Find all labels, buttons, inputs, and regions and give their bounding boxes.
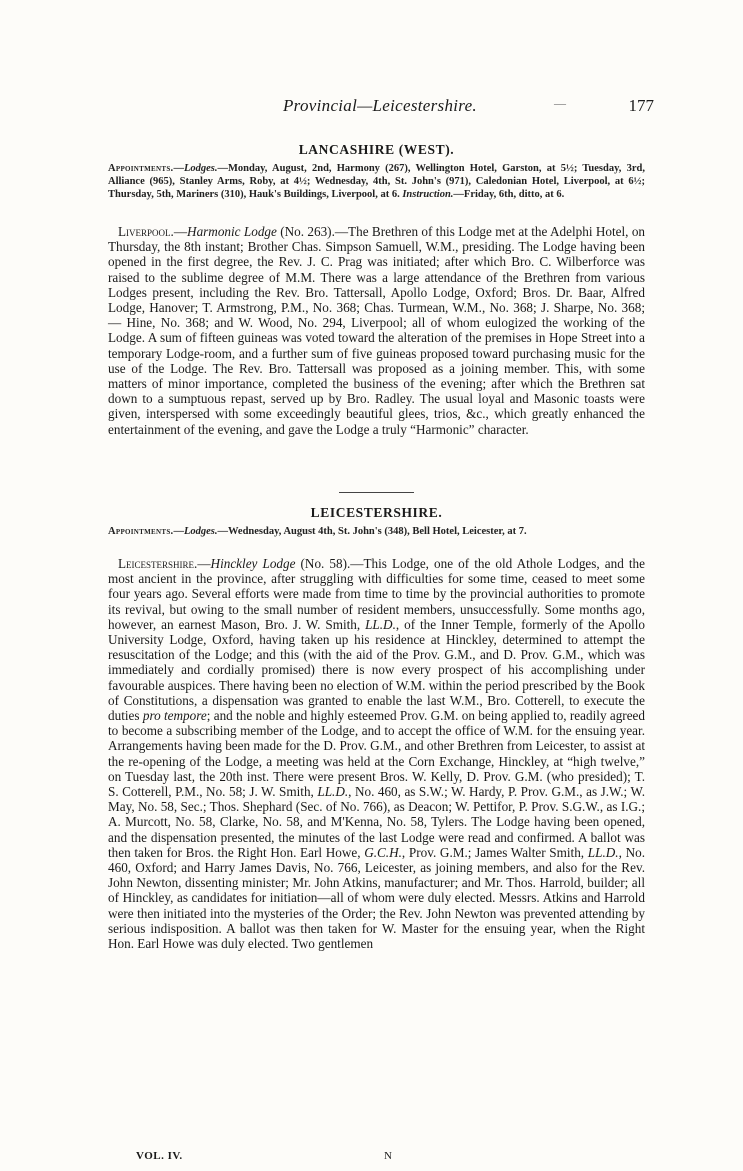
degree-lld: LL.D.: [317, 784, 349, 800]
appointments-lodges: Lodges.: [183, 526, 218, 537]
degree-lld: LL.D.: [365, 616, 396, 632]
report-text-part-3: ; and the noble and highly esteemed Prov. G.M. on being applied to, readily agreed to become a subscribing member of the Lodge, and to accept the office of W.M. for the ensuing year. Arrangements having been made for the D. Prov. G.M., and other Brethren from Leicester, to assist at the re-opening of the Lodge, a meeting was held at the Corn Exchange, Hinckley, at “high twelve,” on Tuesday last, the 20th inst. There were present Bros. W. Kelly, D. Prov. G.M. (who presided); T. S. Cotterell, P.M., No. 58; J. W. Smith,: [108, 708, 645, 800]
lodge-name: Hinckley Lodge: [210, 556, 296, 571]
report-lead: Leicestershire.: [118, 556, 198, 571]
phrase-pro-tempore: pro tempore: [142, 708, 207, 724]
lancashire-report-block: [108, 224, 645, 437]
report-text-part-5: , Prov. G.M.; James Walter Smith,: [401, 844, 585, 860]
report-liverpool: [108, 224, 645, 437]
section-heading-leicestershire: LEICESTERSHIRE.: [310, 505, 443, 520]
report-text: (No. 263).—The Brethren of this Lodge met at the Adelphi Hotel, on Thursday, the 8th instant; Brother Chas. Simpson Samuell, W.M., presiding. The Lodge having been opened in the first degree, the Rev. J. C. Prag was initiated; after which Bro. C. Wilberforce was raised to the sublime degree of M.M. There was a large attendance of the Brethren from various Lodges present, including the Rev. Bro. Tattersall, Apollo Lodge, Oxford; Bros. Dr. Baar, Alfred Lodge, Hanover; T. Armstrong, P.M., No. 368; Chas. Turmean, W.M., No. 368; J. Sharpe, No. 368; — Hine, No. 368; and W. Wood, No. 294, Liverpool; all of whom eulogized the working of the Lodge. A sum of fifteen guineas was voted toward the alteration of the premises in Hope Street into a temporary Lodge-room, and a further sum of five guineas proposed toward purchasing music for the use of the Lodge. The Rev. Bro. Tattersall was proposed as a joining member. This, with some matters of minor importance, completed the business of the evening; after which the Brethren sat down to a sumptuous repast, served up by Bro. Radley. The usual loyal and Masonic toasts were given, interspersed with some exceedingly beautiful glees, trios, &c., which greatly enhanced the entertainment of the evening, and gave the Lodge a truly “Harmonic” character.: [108, 224, 646, 437]
leicestershire-report-block: [108, 556, 645, 951]
leicestershire-heading-block: [108, 505, 645, 521]
appointments-instruction-text: —Friday, 6th, ditto, at 6.: [453, 189, 565, 200]
honour-gch: G.C.H.: [364, 844, 402, 860]
header-dash: —: [554, 96, 566, 110]
appointments-dash: —: [173, 526, 184, 537]
report-lead: Liverpool.: [118, 224, 174, 239]
report-text-part-6: , No. 460, Oxford; and Harry James Davis, No. 766, Leicester, as joining members, and also for the Rev. John Newton, dissenting minister; Mr. John Atkins, manufacturer; and Mr. Thos. Harrold, builder; all of Hinckley, as candidates for initiation—all of whom were duly elected. Messrs. Atkins and Harrold were then initiated into the mysteries of the Order; the Rev. John Newton was prevented attending by serious indisposition. A ballot was then taken for W. Master for the ensuing year, when the Right Hon. Earl Howe was duly elected. Two gentlemen: [108, 844, 645, 952]
appointments-lead: Appointments.: [108, 163, 174, 174]
report-text-part-4: , No. 460, as S.W.; W. Hardy, P. Prov. G.M., as J.W.; W. May, No. 58, Sec.; Thos. Shephard (Sec. of No. 766), as Deacon; W. Pettifor, P. Prov. S.G.W., as I.G.; A. Murcott, No. 58, Clarke, No. 58, and M'Kenna, No. 58, Tylers. The Lodge having been opened, and the dispensation presented, the minutes of the last Lodge were read and confirmed. A ballot was then taken for Bros. the Right Hon. Earl Howe,: [108, 784, 646, 860]
lancashire-appointments-block: [108, 162, 645, 201]
running-title: Provincial—Leicestershire.: [283, 96, 477, 115]
page-footer: [136, 1150, 536, 1166]
lancashire-heading-block: [108, 142, 645, 158]
report-hinckley: [108, 556, 645, 951]
page-number: 177: [628, 96, 654, 115]
volume-label: VOL. IV.: [136, 1150, 183, 1162]
section-heading-lancashire: LANCASHIRE (WEST).: [298, 142, 455, 157]
appointments-text: —Monday, August, 2nd, Harmony (267), Wellington Hotel, Garston, at 5½; Tuesday, 3rd, Alliance (965), Stanley Arms, Roby, at 4½; Wednesday, 4th, St. John's (971), Caledonian Hotel, Liverpool, at 6½; Thursday, 5th, Mariners (310), Hauk's Buildings, Liverpool, at 6.: [108, 163, 645, 200]
report-dash: —: [173, 224, 188, 239]
report-text-part-2: , of the Inner Temple, formerly of the Apollo University Lodge, Oxford, having taken up his residence at Hinckley, determined to attempt the resuscitation of the Lodge; and this (with the aid of the Prov. G.M., and D. Prov. G.M., which was immediately and cordially promised) there is now every prospect of his accomplishing under favourable auspices. There having been no election of W.M. within the period prescribed by the Book of Constitutions, a dispensation was granted to enable the last W.M., Bro. Cotterell, to execute the duties: [108, 616, 645, 724]
running-header: [106, 96, 654, 122]
appointments-lancashire: [108, 162, 645, 201]
lodge-name: Harmonic Lodge: [187, 224, 277, 239]
appointments-instruction: Instruction.: [402, 189, 454, 200]
section-rule-block: [108, 492, 645, 493]
appointments-text: —Wednesday, August 4th, St. John's (348), Bell Hotel, Leicester, at 7.: [217, 526, 527, 537]
signature-mark: N: [384, 1150, 392, 1162]
report-text-part-1: (No. 58).—This Lodge, one of the old Athole Lodges, and the most ancient in the province, after struggling with difficulties for some time, ceased to meet some four years ago. Several efforts were made from time to time by the provincial authorities to promote its revival, but owing to the small number of resident members, unsuccessfully. Some months ago, however, an earnest Mason, Bro. J. W. Smith,: [108, 556, 645, 632]
appointments-lodges: Lodges.: [183, 163, 218, 174]
appointments-leicestershire: [108, 525, 645, 538]
leicestershire-appointments-block: [108, 525, 645, 538]
appointments-dash: —: [173, 163, 184, 174]
degree-lld: LL.D.: [587, 844, 619, 860]
report-dash: —: [197, 556, 211, 571]
section-rule: [339, 492, 414, 493]
appointments-lead: Appointments.: [108, 526, 174, 537]
